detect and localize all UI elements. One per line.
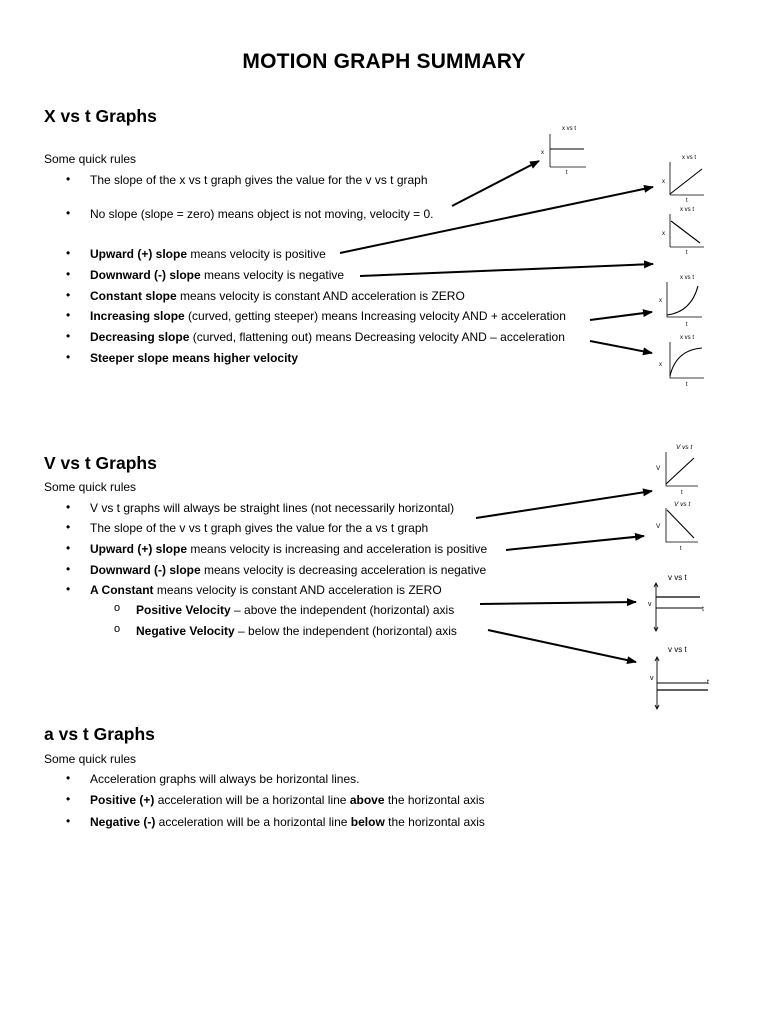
x-bullet-5: • Constant slope means velocity is constant AND acceleration is ZERO bbox=[66, 288, 465, 303]
svg-text:x vs t: x vs t bbox=[680, 275, 695, 281]
arrow-v-straight-lines bbox=[476, 491, 652, 518]
graph-v-downward bbox=[652, 496, 704, 552]
v-section-heading: V vs t Graphs bbox=[44, 453, 157, 473]
a-bullet-3: • Negative (-) acceleration will be a horizontal line below the horizontal axis bbox=[66, 814, 485, 829]
svg-text:t: t bbox=[686, 322, 688, 328]
svg-text:t: t bbox=[566, 170, 568, 176]
a-section-heading: a vs t Graphs bbox=[44, 724, 155, 744]
a-bullet-2: • Positive (+) acceleration will be a horizontal line above the horizontal axis bbox=[66, 792, 485, 807]
v-bullet-5: • A Constant means velocity is constant AND acceleration is ZERO bbox=[66, 582, 442, 597]
arrow-downward-slope bbox=[360, 264, 653, 276]
svg-text:t: t bbox=[702, 606, 704, 613]
svg-text:t: t bbox=[680, 546, 682, 552]
graph-x-downward bbox=[660, 203, 710, 255]
svg-text:V: V bbox=[656, 523, 661, 530]
svg-text:x: x bbox=[659, 362, 662, 368]
svg-text:v: v bbox=[648, 601, 652, 608]
arrow-positive-velocity bbox=[480, 602, 636, 604]
svg-text:t: t bbox=[686, 250, 688, 255]
arrow-negative-velocity bbox=[488, 630, 636, 662]
svg-text:x vs t: x vs t bbox=[682, 155, 697, 161]
graph-x-upward bbox=[660, 151, 710, 203]
svg-text:x vs t: x vs t bbox=[562, 126, 577, 132]
page-title: MOTION GRAPH SUMMARY bbox=[242, 50, 526, 73]
v-bullet-4: • Downward (-) slope means velocity is decreasing acceleration is negative bbox=[66, 562, 487, 577]
svg-text:v vs t: v vs t bbox=[668, 573, 687, 582]
arrow-upward-slope bbox=[340, 187, 653, 253]
svg-text:v: v bbox=[650, 675, 654, 682]
x-bullet-3: • Upward (+) slope means velocity is positive bbox=[66, 246, 326, 261]
svg-text:x vs t: x vs t bbox=[680, 335, 695, 341]
arrow-increasing-slope bbox=[590, 312, 652, 320]
x-section-heading: X vs t Graphs bbox=[44, 106, 157, 126]
svg-text:t: t bbox=[686, 198, 688, 203]
svg-text:V: V bbox=[656, 465, 661, 472]
x-bullet-6: • Increasing slope (curved, getting steeper) means Increasing velocity AND + acceleration bbox=[66, 308, 566, 323]
graph-v-upward bbox=[652, 440, 704, 496]
v-section-subheading: Some quick rules bbox=[44, 480, 137, 494]
v-sub-bullet-1: o Positive Velocity – above the independent (horizontal) axis bbox=[114, 602, 455, 617]
graph-v-positive bbox=[644, 570, 710, 636]
svg-text:x: x bbox=[662, 179, 665, 185]
x-section-subheading: Some quick rules bbox=[44, 152, 137, 166]
graph-x-flat bbox=[536, 122, 596, 180]
svg-text:t: t bbox=[686, 382, 688, 388]
svg-text:v vs t: v vs t bbox=[668, 645, 687, 654]
a-bullet-1: • Acceleration graphs will always be horizontal lines. bbox=[66, 771, 360, 786]
v-bullet-3: • Upward (+) slope means velocity is increasing and acceleration is positive bbox=[66, 541, 488, 556]
v-bullet-2: • The slope of the v vs t graph gives the value for the a vs t graph bbox=[66, 520, 429, 535]
x-bullet-1: • The slope of the x vs t graph gives the value for the v vs t graph bbox=[66, 172, 428, 187]
svg-text:V vs t: V vs t bbox=[674, 501, 691, 508]
svg-text:x: x bbox=[662, 231, 665, 237]
arrow-decreasing-slope bbox=[590, 341, 652, 353]
graph-x-increasing bbox=[656, 270, 708, 328]
arrow-v-downward bbox=[506, 536, 644, 550]
graph-x-decreasing bbox=[656, 330, 708, 388]
svg-text:V vs t: V vs t bbox=[676, 444, 693, 451]
svg-text:x: x bbox=[659, 298, 662, 304]
svg-text:t: t bbox=[681, 490, 683, 496]
graph-v-negative bbox=[644, 640, 714, 712]
v-bullet-1: • V vs t graphs will always be straight lines (not necessarily horizontal) bbox=[66, 500, 455, 515]
svg-text:x: x bbox=[541, 150, 544, 156]
x-bullet-2: • No slope (slope = zero) means object is not moving, velocity = 0. bbox=[66, 206, 434, 221]
arrow-slope-to-v bbox=[452, 161, 539, 206]
svg-text:t: t bbox=[707, 679, 709, 686]
x-bullet-8: • Steeper slope means higher velocity bbox=[66, 350, 299, 365]
v-sub-bullet-2: o Negative Velocity – below the independent (horizontal) axis bbox=[114, 623, 457, 638]
x-bullet-7: • Decreasing slope (curved, flattening out) means Decreasing velocity AND – acceleration bbox=[66, 329, 565, 344]
x-bullet-4: • Downward (-) slope means velocity is negative bbox=[66, 267, 345, 282]
svg-text:x vs t: x vs t bbox=[680, 207, 695, 213]
a-section-subheading: Some quick rules bbox=[44, 752, 137, 766]
